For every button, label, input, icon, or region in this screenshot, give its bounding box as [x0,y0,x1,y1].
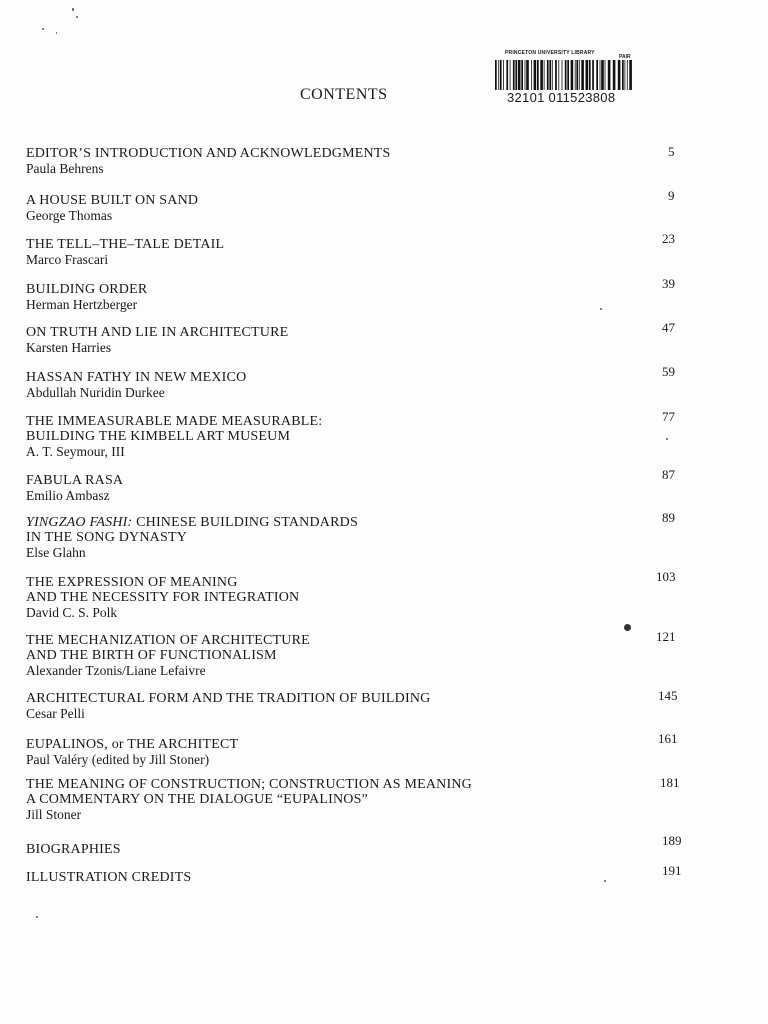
scan-speck [76,16,78,18]
barcode-bar [498,60,499,90]
entry-page-number: 5 [668,144,675,159]
entry-page-number: 181 [660,775,680,790]
entry-title: ILLUSTRATION CREDITS [26,870,192,885]
entry-title: ARCHITECTURAL FORM AND THE TRADITION OF BUILDING [26,691,431,706]
entry-page-number: 121 [656,629,676,644]
barcode-bar [581,60,584,90]
scan-speck [666,438,668,440]
entry-author: David C. S. Polk [26,605,118,620]
barcode-bar [571,60,574,90]
entry-author: Paula Behrens [26,161,104,176]
scan-speck [624,624,631,631]
barcode-bar [601,60,604,90]
entry-page-number: 87 [662,467,675,482]
barcode-bar [576,60,578,90]
barcode-bar [547,60,549,90]
barcode-bar [525,60,526,90]
barcode-bar [562,60,563,90]
scan-speck [56,32,57,34]
toc-entry[interactable] [26,633,686,678]
toc-entry[interactable] [26,414,686,459]
barcode-bar [515,60,517,90]
entry-title-line-2: A COMMENTARY ON THE DIALOGUE “EUPALINOS” [26,792,368,807]
entry-title: ON TRUTH AND LIE IN ARCHITECTURE [26,325,289,340]
entry-page-number: 145 [658,688,678,703]
entry-author: George Thomas [26,208,113,223]
barcode-bar [510,60,511,90]
barcode-bar [518,60,521,90]
barcode-bar [540,60,543,90]
toc-entry[interactable] [26,325,686,355]
entry-author: Else Glahn [26,545,86,560]
barcode-bar [592,60,594,90]
toc-entry[interactable] [26,515,686,560]
barcode-bar [549,60,551,90]
barcode-bar [521,60,523,90]
barcode-bar [513,60,515,90]
entry-author: Cesar Pelli [26,706,85,721]
entry-page-number: 161 [658,731,678,746]
toc-entry[interactable] [26,691,686,721]
barcode-bar [534,60,537,90]
entry-page-number: 9 [668,188,675,203]
barcode-bar [589,60,591,90]
scan-speck [604,880,606,882]
entry-author: Herman Hertzberger [26,297,138,312]
barcode-bar [531,60,532,90]
toc-entry[interactable] [26,473,686,503]
entry-title-line-2: BUILDING THE KIMBELL ART MUSEUM [26,429,291,444]
entry-page-number: 23 [662,231,675,246]
toc-entry[interactable] [26,146,686,176]
barcode-bar [622,60,624,90]
barcode-bar [586,60,589,90]
barcode-bar [575,60,576,90]
barcode-bar [596,60,598,90]
barcode-bar [608,60,611,90]
barcode-bar [625,60,626,90]
barcode-bar [600,60,601,90]
entry-author: Emilio Ambasz [26,488,110,503]
barcode-bar [552,60,553,90]
entry-title: THE TELL–THE–TALE DETAIL [26,237,225,252]
toc-entry[interactable] [26,870,686,885]
barcode-tag: PAIR [619,54,631,60]
scan-speck [36,916,38,918]
entry-author: Paul Valéry (edited by Jill Stoner) [26,752,210,767]
scan-speck [600,308,602,310]
barcode-bar [555,60,557,90]
barcode-bar [495,60,497,90]
entry-title-line-2: IN THE SONG DYNASTY [26,530,188,545]
scan-speck [42,28,44,30]
toc-entry[interactable] [26,237,686,267]
barcode-bar [526,60,529,90]
entry-title-italic: YINGZAO FASHI: [26,515,133,530]
entry-page-number: 77 [662,409,675,424]
entry-title: THE MEANING OF CONSTRUCTION; CONSTRUCTION AS MEANING [26,777,472,792]
entry-page-number: 89 [662,510,675,525]
entry-title: THE IMMEASURABLE MADE MEASURABLE: [26,414,323,429]
entry-title: EUPALINOS, or THE ARCHITECT [26,737,239,752]
toc-entry[interactable] [26,575,686,620]
entry-title-line-2: AND THE NECESSITY FOR INTEGRATION [26,590,300,605]
barcode-bar [605,60,606,90]
entry-title-line-2: AND THE BIRTH OF FUNCTIONALISM [26,648,277,663]
entry-title: THE MECHANIZATION OF ARCHITECTURE [26,633,310,648]
entry-page-number: 103 [656,569,676,584]
barcode-bar [565,60,567,90]
toc-entry[interactable] [26,842,686,857]
entry-page-number: 189 [662,833,682,848]
entry-page-number: 39 [662,276,675,291]
entry-author: Jill Stoner [26,807,82,822]
toc-entry[interactable] [26,777,686,822]
barcode-bar [506,60,508,90]
entry-page-number: 47 [662,320,675,335]
entry-title: THE EXPRESSION OF MEANING [26,575,238,590]
barcode-bar [537,60,539,90]
entry-author: Abdullah Nuridin Durkee [26,385,165,400]
barcode-bar [567,60,569,90]
entry-title: FABULA RASA [26,473,124,488]
entry-title: YINGZAO FASHI: CHINESE BUILDING STANDARDS [26,515,358,530]
barcode-icon [493,60,633,90]
entry-author: Marco Frascari [26,252,109,267]
barcode-bar [500,60,502,90]
barcode-library-label: PRINCETON UNIVERSITY LIBRARY [505,50,595,56]
barcode-number: 32101 011523808 [507,90,616,105]
barcode-bar [544,60,545,90]
barcode-bar [579,60,580,90]
barcode-bar [627,60,628,90]
toc-entry[interactable] [26,370,686,400]
barcode-bar [558,60,559,90]
toc-entry[interactable] [26,282,686,312]
toc-entry[interactable] [26,193,686,223]
entry-author: A. T. Seymour, III [26,444,125,459]
entry-page-number: 59 [662,364,675,379]
barcode-bar [613,60,616,90]
entry-author: Karsten Harries [26,340,112,355]
entry-title: BIOGRAPHIES [26,842,121,857]
barcode-bar [629,60,632,90]
entry-title: A HOUSE BUILT ON SAND [26,193,199,208]
scan-speck [72,8,74,11]
entry-title: BUILDING ORDER [26,282,148,297]
toc-entry[interactable] [26,737,686,767]
barcode-bar [618,60,621,90]
entry-title: EDITOR’S INTRODUCTION AND ACKNOWLEDGMENTS [26,146,391,161]
page-heading: CONTENTS [300,86,388,103]
entry-page-number: 191 [662,863,682,878]
entry-title: HASSAN FATHY IN NEW MEXICO [26,370,247,385]
barcode-bar [503,60,504,90]
library-barcode [493,50,633,112]
entry-author: Alexander Tzonis/Liane Lefaivre [26,663,206,678]
